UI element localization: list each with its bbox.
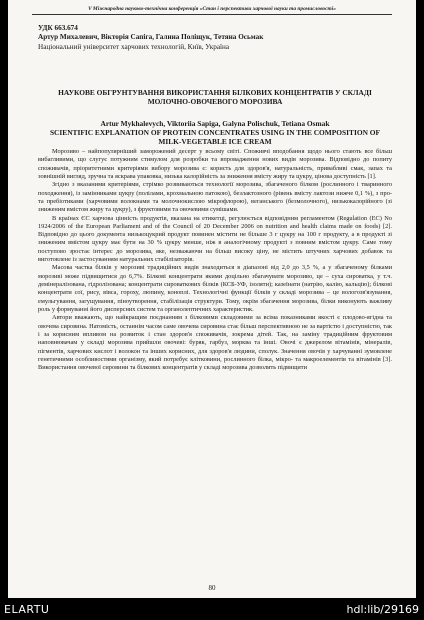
title-en: SCIENTIFIC EXPLANATION OF PROTEIN CONCENTRATES USING IN THE COMPOSITION OF MILK-VEGETABLE ICE CREAM <box>49 128 381 147</box>
paragraph: Згідно з вказаними критеріями, стрімко розвиваються технології морозива, збагаченого білком (рослинного і тваринного походження), із замінниками цукру (полілами, крохмальною патокою), безлактозного (рівень вмісту лактози нижче 0,1 %), з про- та пребіотиками (харчовими волокнами та молочнокислою мікрофлорою), веганського (безмолочного), низькокалорійного (зі зниженим вмістом жиру та цукру), з фруктовими та овочевими сумішами. <box>38 181 392 214</box>
authors-en: Artur Mykhalevych, Viktoriia Sapiga, Galyna Polischuk, Tetiana Osmak <box>100 119 330 128</box>
affiliation: Національний університет харчових технологій, Київ, Україна <box>38 42 230 51</box>
author-block <box>38 24 392 52</box>
repository-name: ELARTU <box>4 603 50 616</box>
authors-ua: Артур Михалевич, Вікторія Сапіга, Галина Поліщук, Тетяна Осьмак <box>38 33 264 42</box>
paragraph: Автори вважають, що найкращим поєднанням з білковими складовими за всіма показниками якості є плодово-ягідна та овочева сировина. Натомість, останнім часом саме овочева сировина стає більш перспективною не за вартістю і доступністю, так і за корисним впливом на розвиток і стан здоров'я споживачів, зокрема дітей. Так, на заміну традиційним фруктовим наповнювачам у складі морозива прийшли овочеві: буряк, гарбуз, морква та інші. Овочі є джерелом вітамінів, мінералів, пігментів, харчових кислот і волокон та інших корисних, для здоров'я людини, сполук. Значення овочів у харчуванні зумовлене генетичними особливостями організму, який потребує клітковини, рослинного білка, мікро- та макроелементів та вітамінів [3]. Використання овочевої сировини та білкових концентратів у складі морозива дозволить підвищити <box>38 314 392 372</box>
document-page <box>8 0 416 598</box>
paragraph: Морозиво – найпопулярніший заморожений десерт у всьому світі. Споживчі вподобання щодо нього стають все більш вибагливими, що слугує потужним стимулом для розробки та впровадження нових видів морозива. Відповідно до попиту споживачів, пріоритетними критеріями вибору морозива є: користь для здоров'я, натуральність, привабливі смак, запах та зовнішній вигляд, зручна та яскрава упаковка, низька калорійність за зниження вмісту жиру та цукру, цінова доступність [1]. <box>38 148 392 180</box>
conference-header: V Міжнародна науково-технічна конференція «Стан і перспективи харчової науки та промисловості» <box>32 6 392 15</box>
english-block <box>38 119 392 147</box>
handle-id: hdl:lib/29169 <box>346 603 419 616</box>
title-ua: НАУКОВЕ ОБГРУНТУВАННЯ ВИКОРИСТАННЯ БІЛКОВИХ КОНЦЕНТРАТІВ У СКЛАДІ МОЛОЧНО-ОВОЧЕВОГО МОРОЗИВА <box>58 88 372 107</box>
paragraph: В країнах ЄС харчова цінність продуктів, вказана на етикетці, регулюється відповідним регламентом (Regulation (EC) No 1924/2006 of the European Parliament and of the Council of 20 December 2006 on nutrition and health claims made on foods) [2]. Відповідно до цього документа низькоцукрий продукт повинен містити не більше 3 г цукру на 100 г продукту, а в продукті зі зниженим вмістом цукру має бути на 30 % цукру менше, ніж в аналогічному продукті з повним вмістом цукру. Саме тому поступово зростає інтерес до морозива, яке, незважаючи на більш високу ціну, не містить штучних харчових добавок та виготовлене із застосуванням натуральних стабілізаторів. <box>38 214 392 264</box>
paragraph: Масова частка білків у морозиві традиційних видів знаходиться в діапазоні від 2,0 до 3,5 %, а у збагаченому білками морозиві може підвищитися до 6,7%. Білкові концентрати якими доцільно збагачувати морозиво, це – суха сироватка, у т.ч. демінералізована, гідролізована; концентрати сироваткових білків (КСБ-УФ, ізоляти); казеїнати (натрію, калію, кальцію); білкові концентрати сої, рису, вівса, гороху, люпину, коноплі. Технологічні функції білків у складі морозива – це вологозв'язування, емульгування, загущування, піноутворення, стабілізація структури. Тому, окрім збагачення морозива, білки виконують важливу роль у формуванні його дисперсних систем та органолептичних характеристик. <box>38 264 392 313</box>
udc-code: УДК 663.674 <box>38 24 78 32</box>
repository-footer <box>0 600 424 620</box>
page-number: 80 <box>208 584 216 592</box>
article-body <box>38 148 392 372</box>
